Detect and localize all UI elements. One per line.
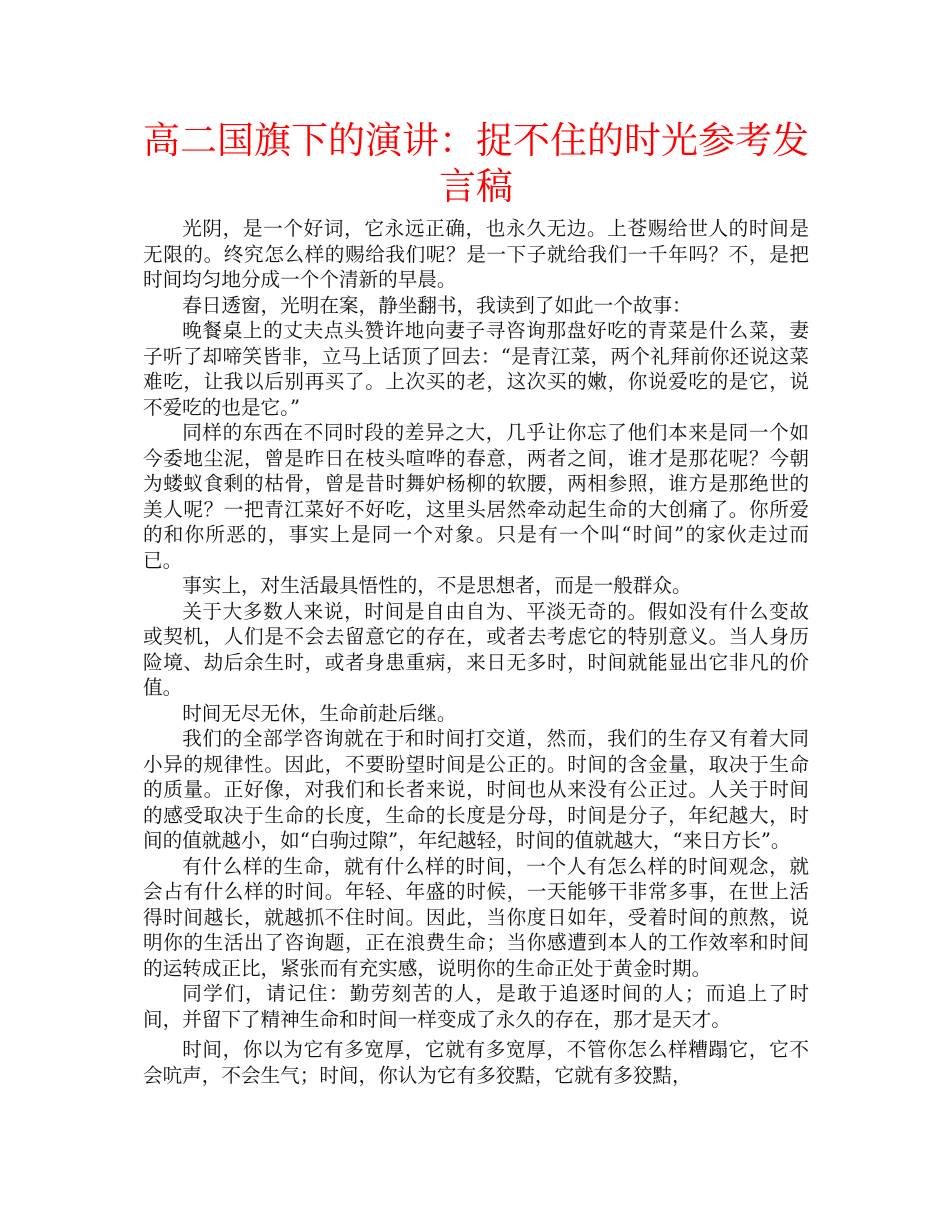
paragraph: 光阴，是一个好词，它永远正确，也永久无边。上苍赐给世人的时间是无限的。终究怎么样的赐给我们呢？是一下子就给我们一千年吗？不，是把时间均匀地分成一个个清新的早晨。 (143, 217, 809, 291)
paragraph: 我们的全部学咨询就在于和时间打交道，然而，我们的生存又有着大同小异的规律性。因此，不要盼望时间是公正的。时间的含金量，取决于生命的质量。正好像，对我们和长者来说，时间也从来没有公正过。人关于时间的感受取决于生命的长度，生命的长度是分母，时间是分子，年纪越大，时间的值就越小，如“白驹过隙”，年纪越轻，时间的值就越大，“来日方长”。 (143, 727, 809, 852)
paragraph: 事实上，对生活最具悟性的，不是思想者，而是一般群众。 (182, 574, 692, 597)
document-body (143, 216, 809, 1088)
paragraph: 同学们，请记住：勤劳刻苦的人，是敢于追逐时间的人；而追上了时间，并留下了精神生命和时间一样变成了永久的存在，那才是天才。 (143, 982, 809, 1031)
paragraph: 春日透窗，光明在案，静坐翻书，我读到了如此一个故事： (182, 293, 692, 317)
paragraph: 同样的东西在不同时段的差异之大，几乎让你忘了他们本来是同一个如今委地尘泥，曾是昨日在枝头喧哗的春意，两者之间，谁才是那花呢？今朝为蝼蚁食剩的枯骨，曾是昔时舞妒杨柳的软腰，两相参照，谁方是那绝世的美人呢？一把青江菜好不好吃，这里头居然牵动起生命的大创痛了。你所爱的和你所恶的，事实上是同一个对象。只是有一个叫“时间”的家伙走过而已。 (143, 421, 809, 572)
paragraph: 时间无尽无休，生命前赴后继。 (182, 701, 457, 725)
document-title: 高二国旗下的演讲：捉不住的时光参考发言稿 (143, 119, 809, 208)
paragraph: 时间，你以为它有多宽厚，它就有多宽厚，不管你怎么样糟蹋它，它不会吭声，不会生气；时间，你认为它有多狡黠，它就有多狡黠， (143, 1038, 809, 1087)
paragraph: 关于大多数人来说，时间是自由自为、平淡无奇的。假如没有什么变故或契机，人们是不会去留意它的存在，或者去考虑它的特别意义。当人身历险境、劫后余生时，或者身患重病，来日无多时，时间就能显出它非凡的价值。 (143, 599, 809, 699)
paragraph: 晚餐桌上的丈夫点头赞许地向妻子寻咨询那盘好吃的青菜是什么菜，妻子听了却啼笑皆非，立马上话顶了回去：“是青江菜，两个礼拜前你还说这菜难吃，让我以后别再买了。上次买的老，这次买的嫩，你说爱吃的是它，说不爱吃的也是它。” (143, 319, 809, 419)
document-page (143, 118, 809, 1088)
paragraph: 有什么样的生命，就有什么样的时间，一个人有怎么样的时间观念，就会占有什么样的时间。年轻、年盛的时候，一天能够干非常多事，在世上活得时间越长，就越抓不住时间。因此，当你度日如年，受着时间的煎熬，说明你的生活出了咨询题，正在浪费生命；当你感遭到本人的工作效率和时间的运转成正比，紧张而有充实感，说明你的生命正处于黄金时期。 (143, 854, 809, 980)
